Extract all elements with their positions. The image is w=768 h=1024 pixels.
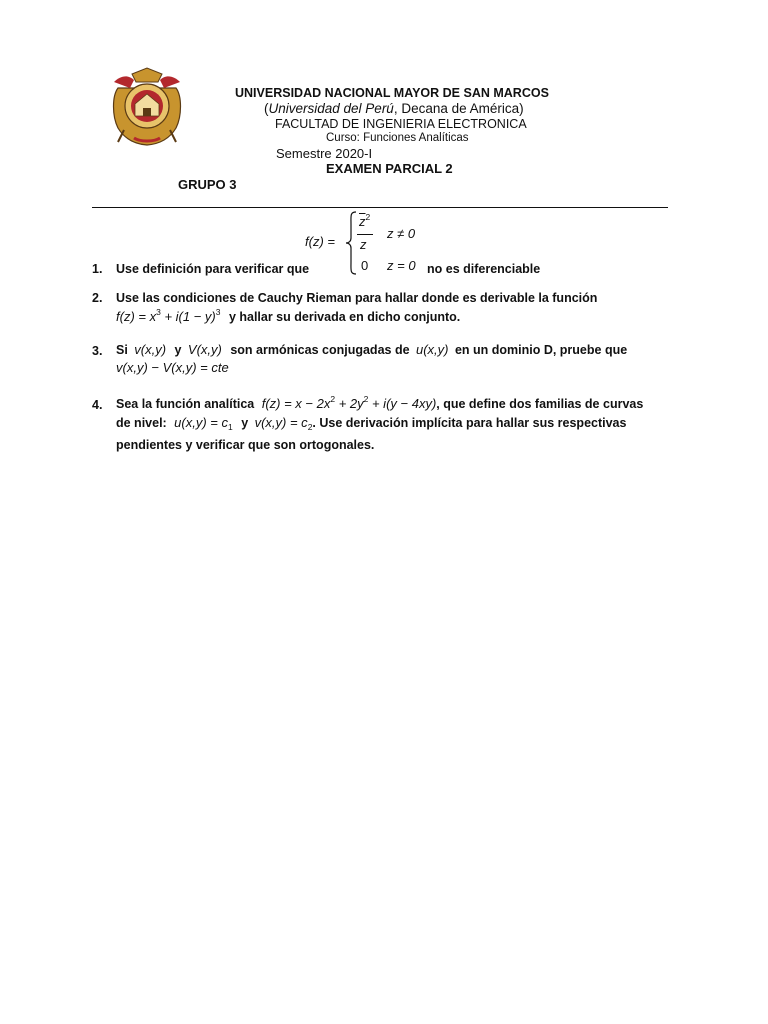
case1-denominator: z: [360, 237, 367, 252]
case2-value: 0: [361, 258, 369, 273]
q3-u: u(x,y): [415, 342, 449, 357]
question-2-formula: [116, 309, 220, 324]
q4-intro: Sea la función analítica: [116, 397, 255, 411]
subtitle-rest: , Decana de América): [393, 101, 524, 116]
q2-exp-b: 3: [215, 307, 221, 317]
q3-si: Si: [116, 343, 128, 357]
q4-line3: pendientes y verificar que son ortogonales.: [116, 438, 375, 452]
question-3-line1: [116, 341, 627, 359]
question-4-number: 4.: [92, 398, 103, 412]
formula-lhs: f(z) =: [305, 234, 335, 249]
university-name: UNIVERSIDAD NACIONAL MAYOR DE SAN MARCOS: [235, 86, 549, 100]
q4-v-sub: 2: [307, 422, 313, 432]
university-seal-icon: [110, 66, 184, 146]
subtitle-italic: Universidad del Perú: [268, 101, 394, 116]
q4-v-eq: [255, 415, 313, 430]
q4-exp1: 2: [330, 394, 336, 404]
case2-condition: z = 0: [387, 258, 416, 273]
fraction-bar: [357, 234, 373, 235]
question-1-number: 1.: [92, 262, 103, 276]
q3-v: v(x,y): [134, 342, 167, 357]
question-2-line2: [116, 308, 460, 326]
q3-mid: son armónicas conjugadas de: [230, 343, 410, 357]
university-subtitle: [264, 101, 524, 116]
faculty-name: FACULTAD DE INGENIERIA ELECTRONICA: [275, 117, 527, 131]
q2-formula-a: f(z) = x: [116, 309, 157, 324]
question-1-text-before: Use definición para verificar que: [116, 262, 310, 276]
case1-num-exp: 2: [365, 212, 371, 222]
question-1-text-after: no es diferenciable: [427, 262, 541, 276]
left-brace-icon: [345, 210, 357, 276]
piecewise-formula: [305, 210, 435, 276]
subtitle-open: (: [264, 101, 269, 116]
q4-f-a: f(z) = x − 2x: [261, 396, 331, 411]
q4-v-eq-text: v(x,y) = c: [254, 415, 308, 430]
q2-formula-b: + i(1 − y): [160, 309, 216, 324]
question-4-line2: [116, 414, 626, 432]
question-3-number: 3.: [92, 344, 103, 358]
q4-f-b: + 2y: [335, 396, 364, 411]
case1-num-base: $\overline{z}$: [359, 214, 366, 229]
q3-y: y: [174, 343, 182, 357]
semester: Semestre 2020-I: [276, 146, 373, 161]
question-2-line1: Use las condiciones de Cauchy Rieman para hallar donde es derivable la función: [116, 291, 598, 305]
q3-V: V(x,y): [187, 342, 222, 357]
q4-rest: . Use derivación implícita para hallar sus respectivas: [312, 416, 627, 430]
q2-line2-rest: y hallar su derivada en dicho conjunto.: [228, 310, 461, 324]
exam-title: EXAMEN PARCIAL 2: [326, 161, 453, 176]
q3-end: en un dominio D, pruebe que: [454, 343, 628, 357]
question-2-number: 2.: [92, 291, 103, 305]
q4-u-sub: 1: [228, 422, 233, 432]
q4-formula: [262, 396, 437, 411]
case1-condition: z ≠ 0: [387, 226, 416, 241]
q4-after: , que define dos familias de curvas: [436, 397, 644, 411]
q3-line2: v(x,y) − V(x,y) = cte: [116, 360, 229, 375]
q4-u-eq: [174, 415, 233, 430]
question-4-line1: [116, 395, 643, 413]
group-label: GRUPO 3: [178, 177, 237, 192]
q4-exp2: 2: [363, 394, 369, 404]
course-name: Curso: Funciones Analíticas: [326, 132, 469, 144]
q4-f-c: + i(y − 4xy): [368, 396, 437, 411]
q4-u-eq-text: u(x,y) = c: [174, 415, 228, 430]
header-divider: [92, 207, 668, 208]
q4-y: y: [241, 416, 249, 430]
case1-numerator: [359, 214, 370, 229]
q2-exp-a: 3: [156, 307, 161, 317]
q4-nivel: de nivel:: [116, 416, 167, 430]
